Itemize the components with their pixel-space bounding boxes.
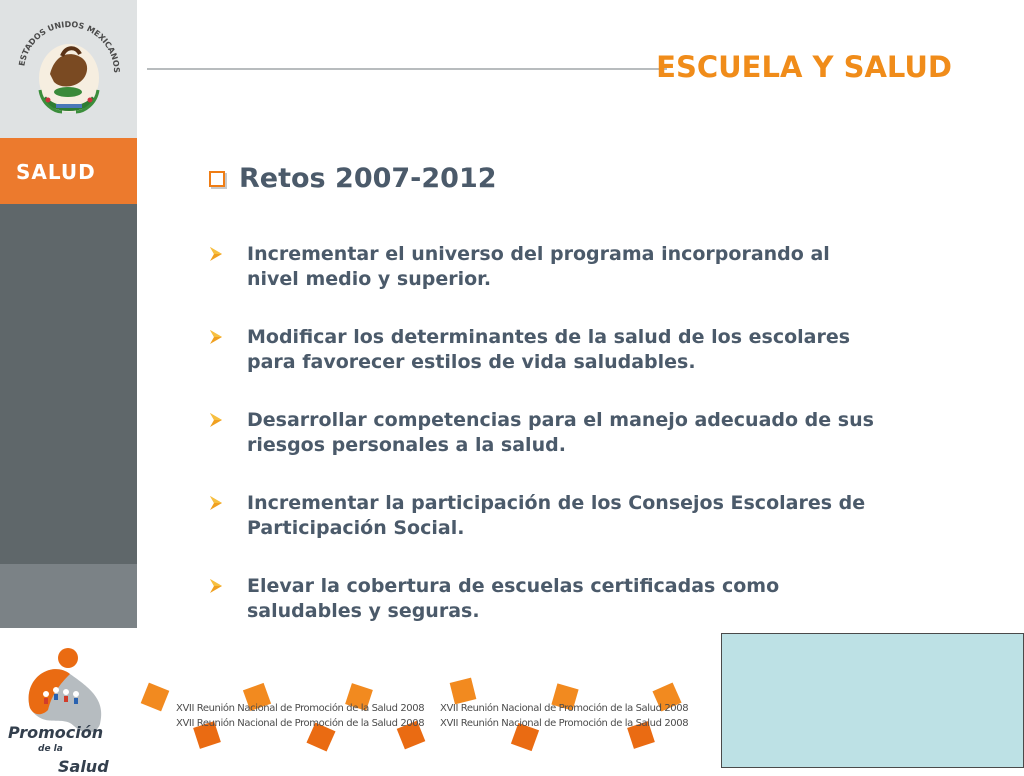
- footer-event-text: XVII Reunión Nacional de Promoción de la Salud 2008: [176, 703, 425, 714]
- sidebar-dark-band: [0, 204, 137, 564]
- mexican-seal-icon: [10, 12, 128, 124]
- arrow-bullet-icon: [209, 495, 223, 511]
- slide-title: ESCUELA Y SALUD: [656, 50, 952, 84]
- bullet-line: Desarrollar competencias para el manejo adecuado de sus: [247, 409, 874, 431]
- seal-text: ESTADOS UNIDOS MEXICANOS: [17, 19, 122, 74]
- section-heading: Retos 2007-2012: [239, 163, 497, 194]
- arrow-bullet-icon: [209, 578, 223, 594]
- bullet-line: Modificar los determinantes de la salud de los escolares: [247, 326, 851, 348]
- footer-event-text: XVII Reunión Nacional de Promoción de la Salud 2008: [440, 718, 689, 729]
- arrow-bullet-icon: [209, 329, 223, 345]
- bullet-item: [209, 325, 929, 375]
- sidebar-mid-band: [0, 564, 137, 628]
- decorative-square: [141, 683, 170, 712]
- bullet-line: saludables y seguras.: [247, 600, 480, 622]
- bullet-item: [209, 242, 929, 292]
- arrow-bullet-icon: [209, 246, 223, 262]
- decorative-square: [450, 678, 477, 705]
- bullet-item: [209, 491, 929, 541]
- teal-placeholder-box: [721, 633, 1024, 768]
- bullet-line: para favorecer estilos de vida saludables.: [247, 351, 696, 373]
- arrow-bullet-icon: [209, 412, 223, 428]
- checkbox-bullet-icon: [209, 171, 225, 187]
- bullet-list: [209, 242, 929, 657]
- title-divider: [147, 68, 667, 70]
- footer-event-text: XVII Reunión Nacional de Promoción de la Salud 2008: [176, 718, 425, 729]
- section-heading-row: [209, 163, 497, 194]
- bullet-line: Participación Social.: [247, 517, 465, 539]
- salud-label: SALUD: [16, 160, 96, 184]
- bullet-item: [209, 408, 929, 458]
- footer-event-text: XVII Reunión Nacional de Promoción de la Salud 2008: [440, 703, 689, 714]
- logo-word-salud: Salud: [58, 757, 109, 776]
- bullet-line: Elevar la cobertura de escuelas certificadas como: [247, 575, 780, 597]
- bullet-item: [209, 574, 929, 624]
- logo-word-promocion: Promoción: [8, 723, 104, 742]
- salud-banner: [0, 138, 137, 204]
- bullet-line: riesgos personales a la salud.: [247, 434, 566, 456]
- bullet-line: Incrementar la participación de los Consejos Escolares de: [247, 492, 866, 514]
- promocion-salud-wordmark: [8, 724, 109, 775]
- logo-word-dela: de la: [38, 744, 63, 754]
- bullet-line: nivel medio y superior.: [247, 268, 492, 290]
- sidebar-seal-panel: [0, 0, 137, 138]
- bullet-line: Incrementar el universo del programa incorporando al: [247, 243, 830, 265]
